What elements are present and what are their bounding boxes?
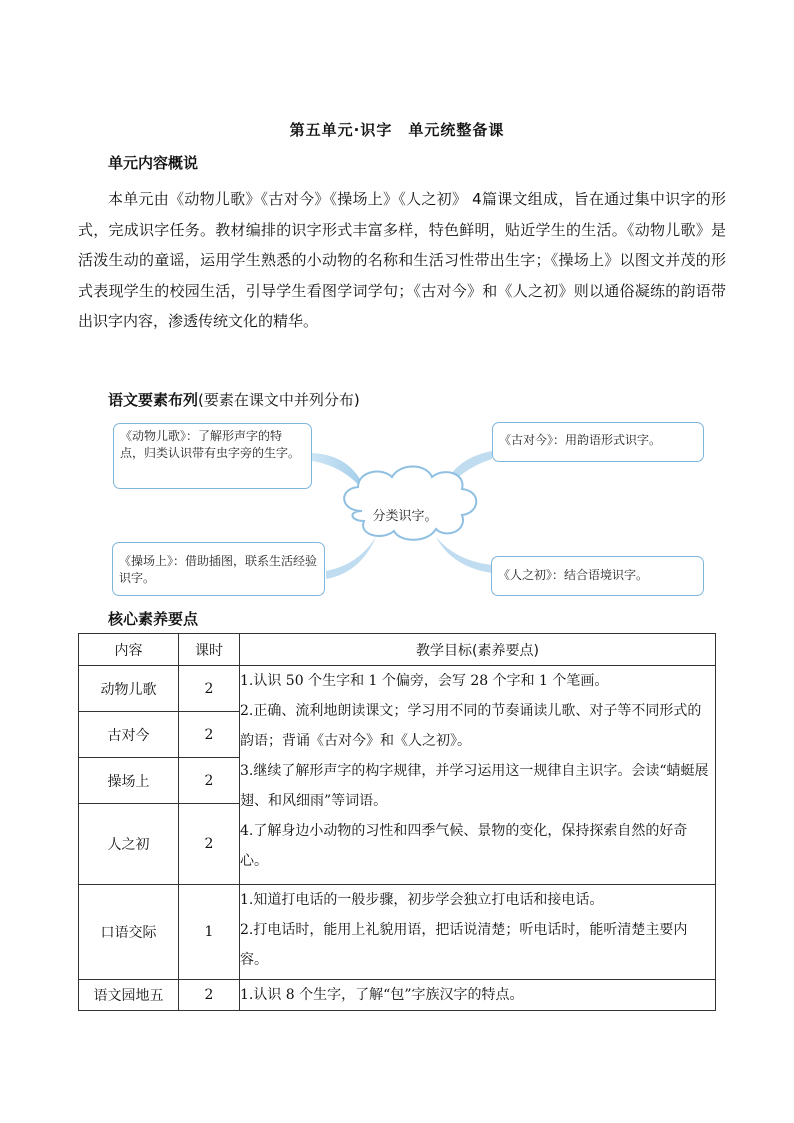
table-cell-content: 口语交际 [79,885,179,980]
table-row [79,980,716,1011]
overview-paragraph: 本单元由《动物儿歌》《古对今》《操场上》《人之初》 4篇课文组成，旨在通过集中识字的形式，完成识字任务。教材编排的识字形式丰富多样，特色鲜明，贴近学生的生活。《动物儿歌》是活泼生动的童谣，运用学生熟悉的小动物的名称和生活习性带出生字；《操场上》以图文并茂的形式表现学生的校园生活，引导学生看图学词学句；《古对今》和《人之初》则以通俗凝练的韵语带出识字内容，渗透传统文化的精华。 [78,190,726,330]
goal-item: 1.认识 8 个生字，了解“包”字族汉字的特点。 [240,987,524,1003]
table-cell-goals [240,666,716,885]
page-title: 第五单元·识字 单元统整备课 [289,121,505,139]
table-cell-goals [240,980,716,1011]
table-header-row [79,634,716,666]
table-row [79,885,716,980]
diagram-box-top-right: 《古对今》：用韵语形式识字。 [492,422,704,462]
center-cloud [344,467,476,540]
table-cell-hours: 2 [179,712,240,758]
table-row [79,666,716,712]
table-cell-hours: 1 [179,885,240,980]
connector-bottom-right [436,537,492,573]
table-cell-hours: 2 [179,758,240,804]
section-heading-elements-main: 语文要素布列 [108,391,199,409]
core-literacy-table [78,633,716,1011]
diagram-center-label: 分类识字。 [372,509,438,524]
table-cell-hours: 2 [179,804,240,885]
connector-bottom-left [326,537,376,579]
goal-item: 2.正确、流利地朗读课文；学习用不同的节奏诵读儿歌、对子等不同形式的韵语；背诵《古对今》和《人之初》。 [240,703,702,749]
table-header: 内容 [79,634,179,666]
table-cell-content: 动物儿歌 [79,666,179,712]
section-heading-overview: 单元内容概说 [108,154,199,172]
table-header: 教学目标(素养要点) [240,634,716,666]
element-diagram [100,415,720,605]
goal-item: 2.打电话时，能用上礼貌用语，把话说清楚；听电话时，能听清楚主要内容。 [240,922,688,968]
table-cell-content: 人之初 [79,804,179,885]
section-heading-elements [108,389,360,410]
table-cell-content: 语文园地五 [79,980,179,1011]
table-header: 课时 [179,634,240,666]
section-heading-elements-note: (要素在课文中并列分布) [198,391,360,409]
diagram-box-bottom-left: 《操场上》：借助插图，联系生活经验识字。 [112,542,325,596]
table-cell-content: 古对今 [79,712,179,758]
goal-item: 3.继续了解形声字的构字规律，并学习运用这一规律自主识字。会读“蜻蜓展翅、和风细雨”等词语。 [240,763,709,809]
goal-item: 4.了解身边小动物的习性和四季气候、景物的变化，保持探索自然的好奇心。 [240,823,688,869]
table-cell-content: 操场上 [79,758,179,804]
table-cell-goals [240,885,716,980]
table-cell-hours: 2 [179,666,240,712]
section-heading-core: 核心素养要点 [108,610,199,628]
table-cell-hours: 2 [179,980,240,1011]
diagram-box-top-left: 《动物儿歌》：了解形声字的特点，归类认识带有虫字旁的生字。 [113,423,312,489]
goal-item: 1.知道打电话的一般步骤，初步学会独立打电话和接电话。 [240,892,604,908]
goal-item: 1.认识 50 个生字和 1 个偏旁，会写 28 个字和 1 个笔画。 [240,673,609,689]
diagram-box-bottom-right: 《人之初》：结合语境识字。 [491,556,704,596]
